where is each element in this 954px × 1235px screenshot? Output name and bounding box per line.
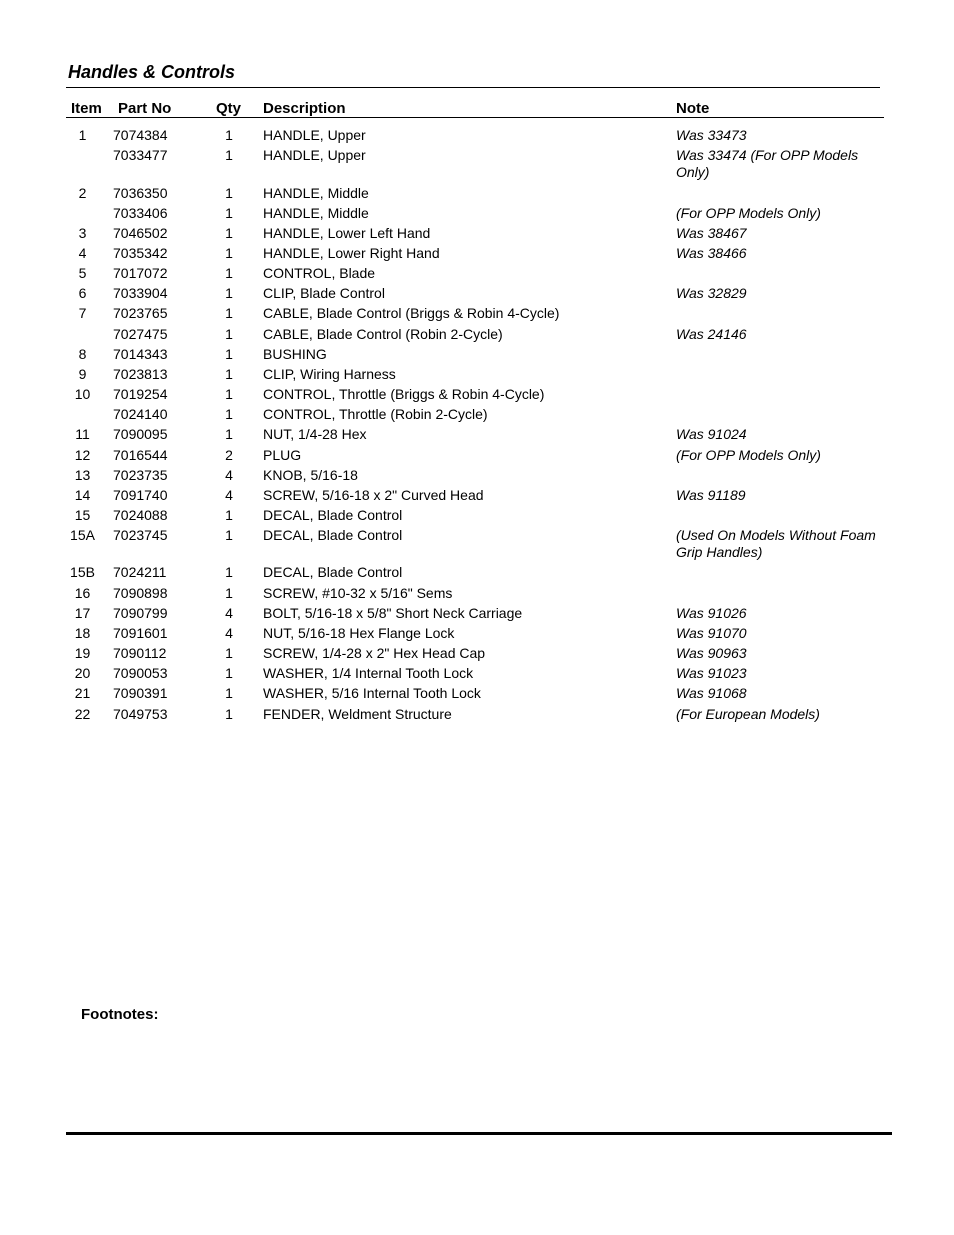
qty-cell: 1 bbox=[225, 564, 233, 580]
qty-cell: 1 bbox=[225, 706, 233, 722]
footnotes-label: Footnotes: bbox=[81, 1006, 159, 1023]
qty-cell: 4 bbox=[225, 625, 233, 641]
qty-cell: 1 bbox=[225, 205, 233, 221]
item-cell: 8 bbox=[78, 346, 87, 362]
table-row bbox=[0, 585, 954, 605]
part-no-cell: 7014343 bbox=[113, 346, 168, 362]
description-cell: DECAL, Blade Control bbox=[263, 564, 403, 580]
part-no-cell: 7091601 bbox=[113, 625, 168, 641]
table-row bbox=[0, 386, 954, 406]
qty-cell: 1 bbox=[225, 366, 233, 382]
qty-cell: 1 bbox=[225, 326, 233, 342]
qty-cell: 1 bbox=[225, 685, 233, 701]
item-cell: 15B bbox=[70, 564, 95, 580]
description-cell: HANDLE, Upper bbox=[263, 147, 366, 163]
part-no-cell: 7024211 bbox=[113, 564, 167, 580]
note-cell: Was 91024 bbox=[676, 426, 747, 442]
qty-cell: 1 bbox=[225, 527, 233, 543]
description-cell: CONTROL, Throttle (Robin 2-Cycle) bbox=[263, 406, 488, 422]
description-cell: CLIP, Wiring Harness bbox=[263, 366, 396, 382]
table-row bbox=[0, 185, 954, 205]
part-no-cell: 7090053 bbox=[113, 665, 168, 681]
table-row bbox=[0, 205, 954, 225]
qty-cell: 1 bbox=[225, 147, 233, 163]
header-qty: Qty bbox=[216, 100, 242, 117]
bottom-rule bbox=[66, 1132, 892, 1135]
description-cell: HANDLE, Upper bbox=[263, 127, 366, 143]
part-no-cell: 7090898 bbox=[113, 585, 168, 601]
part-no-cell: 7090799 bbox=[113, 605, 168, 621]
item-cell: 13 bbox=[74, 467, 91, 483]
description-cell: HANDLE, Lower Right Hand bbox=[263, 245, 440, 261]
item-cell: 17 bbox=[74, 605, 91, 621]
header-rule bbox=[66, 117, 884, 118]
qty-cell: 1 bbox=[225, 665, 233, 681]
part-no-cell: 7090095 bbox=[113, 426, 168, 442]
description-cell: DECAL, Blade Control bbox=[263, 507, 403, 523]
note-cell: Was 32829 bbox=[676, 285, 747, 301]
description-cell: CABLE, Blade Control (Robin 2-Cycle) bbox=[263, 326, 503, 342]
note-cell: Was 91023 bbox=[676, 665, 747, 681]
item-cell: 16 bbox=[74, 585, 91, 601]
part-no-cell: 7091740 bbox=[113, 487, 168, 503]
note-cell: Was 38467 bbox=[676, 225, 747, 241]
qty-cell: 1 bbox=[225, 426, 233, 442]
description-cell: BUSHING bbox=[263, 346, 327, 362]
item-cell: 14 bbox=[74, 487, 91, 503]
table-row bbox=[0, 225, 954, 245]
qty-cell: 1 bbox=[225, 645, 233, 661]
description-cell: NUT, 1/4-28 Hex bbox=[263, 426, 367, 442]
item-cell: 10 bbox=[74, 386, 91, 402]
description-cell: WASHER, 1/4 Internal Tooth Lock bbox=[263, 665, 474, 681]
qty-cell: 4 bbox=[225, 467, 233, 483]
description-cell: HANDLE, Middle bbox=[263, 185, 369, 201]
qty-cell: 1 bbox=[225, 507, 233, 523]
item-cell: 9 bbox=[78, 366, 87, 382]
part-no-cell: 7019254 bbox=[113, 386, 168, 402]
qty-cell: 2 bbox=[225, 447, 233, 463]
table-row bbox=[0, 447, 954, 467]
note-cell: Was 90963 bbox=[676, 645, 747, 661]
qty-cell: 4 bbox=[225, 605, 233, 621]
qty-cell: 1 bbox=[225, 185, 233, 201]
item-cell: 7 bbox=[78, 305, 87, 321]
note-cell: Was 91189 bbox=[676, 487, 746, 503]
description-cell: NUT, 5/16-18 Hex Flange Lock bbox=[263, 625, 455, 641]
table-row bbox=[0, 147, 954, 185]
part-no-cell: 7017072 bbox=[113, 265, 168, 281]
note-cell: Was 38466 bbox=[676, 245, 747, 261]
note-cell: Was 24146 bbox=[676, 326, 747, 342]
note-cell: (For European Models) bbox=[676, 706, 820, 722]
description-cell: HANDLE, Lower Left Hand bbox=[263, 225, 431, 241]
item-cell: 21 bbox=[74, 685, 91, 701]
qty-cell: 1 bbox=[225, 225, 233, 241]
description-cell: HANDLE, Middle bbox=[263, 205, 369, 221]
header-item: Item bbox=[71, 100, 102, 117]
table-row bbox=[0, 507, 954, 527]
item-cell: 4 bbox=[78, 245, 87, 261]
qty-cell: 1 bbox=[225, 406, 233, 422]
qty-cell: 4 bbox=[225, 487, 233, 503]
table-row bbox=[0, 346, 954, 366]
description-cell: CONTROL, Throttle (Briggs & Robin 4-Cycle) bbox=[263, 386, 545, 402]
qty-cell: 1 bbox=[225, 346, 233, 362]
table-row bbox=[0, 406, 954, 426]
description-cell: SCREW, #10-32 x 5/16" Sems bbox=[263, 585, 453, 601]
part-no-cell: 7027475 bbox=[113, 326, 168, 342]
note-cell: Was 91026 bbox=[676, 605, 747, 621]
part-no-cell: 7036350 bbox=[113, 185, 168, 201]
item-cell: 1 bbox=[78, 127, 87, 143]
item-cell: 2 bbox=[78, 185, 87, 201]
part-no-cell: 7033477 bbox=[113, 147, 168, 163]
page-title: Handles & Controls bbox=[68, 62, 236, 82]
item-cell: 15 bbox=[74, 507, 91, 523]
part-no-cell: 7090112 bbox=[113, 645, 167, 661]
description-cell: FENDER, Weldment Structure bbox=[263, 706, 452, 722]
part-no-cell: 7023745 bbox=[113, 527, 168, 543]
qty-cell: 1 bbox=[225, 245, 233, 261]
description-cell: CLIP, Blade Control bbox=[263, 285, 385, 301]
header-description: Description bbox=[263, 100, 346, 117]
part-no-cell: 7049753 bbox=[113, 706, 168, 722]
table-row bbox=[0, 625, 954, 645]
table-row bbox=[0, 467, 954, 487]
table-row bbox=[0, 285, 954, 305]
item-cell: 15A bbox=[70, 527, 95, 543]
description-cell: SCREW, 1/4-28 x 2" Hex Head Cap bbox=[263, 645, 486, 661]
description-cell: DECAL, Blade Control bbox=[263, 527, 403, 543]
table-row bbox=[0, 487, 954, 507]
qty-cell: 1 bbox=[225, 305, 233, 321]
table-row bbox=[0, 305, 954, 326]
note-cell: (Used On Models Without Foam Grip Handles) bbox=[676, 527, 876, 560]
item-cell: 11 bbox=[75, 426, 90, 442]
title-rule bbox=[66, 87, 880, 88]
parts-table bbox=[0, 127, 954, 726]
item-cell: 3 bbox=[78, 225, 87, 241]
part-no-cell: 7033406 bbox=[113, 205, 168, 221]
table-row bbox=[0, 127, 954, 147]
part-no-cell: 7074384 bbox=[113, 127, 168, 143]
table-row bbox=[0, 605, 954, 625]
description-cell: SCREW, 5/16-18 x 2" Curved Head bbox=[263, 487, 484, 503]
part-no-cell: 7023813 bbox=[113, 366, 168, 382]
note-cell: Was 91068 bbox=[676, 685, 747, 701]
part-no-cell: 7024140 bbox=[113, 406, 168, 422]
part-no-cell: 7023765 bbox=[113, 305, 168, 321]
item-cell: 5 bbox=[78, 265, 87, 281]
description-cell: CABLE, Blade Control (Briggs & Robin 4-Cycle) bbox=[263, 305, 560, 321]
note-cell: Was 33474 (For OPP Models Only) bbox=[676, 147, 859, 180]
part-no-cell: 7023735 bbox=[113, 467, 168, 483]
note-cell: (For OPP Models Only) bbox=[676, 205, 821, 221]
part-no-cell: 7024088 bbox=[113, 507, 168, 523]
qty-cell: 1 bbox=[225, 386, 233, 402]
header-part-no: Part No bbox=[118, 100, 172, 117]
table-row bbox=[0, 706, 954, 726]
part-no-cell: 7016544 bbox=[113, 447, 168, 463]
item-cell: 19 bbox=[74, 645, 91, 661]
qty-cell: 1 bbox=[225, 265, 233, 281]
note-cell: (For OPP Models Only) bbox=[676, 447, 821, 463]
part-no-cell: 7090391 bbox=[113, 685, 168, 701]
table-row bbox=[0, 245, 954, 265]
table-row bbox=[0, 564, 954, 585]
table-row bbox=[0, 645, 954, 665]
header-note: Note bbox=[676, 100, 710, 117]
item-cell: 20 bbox=[74, 665, 91, 681]
item-cell: 18 bbox=[74, 625, 91, 641]
qty-cell: 1 bbox=[225, 127, 233, 143]
note-cell: Was 91070 bbox=[676, 625, 747, 641]
description-cell: WASHER, 5/16 Internal Tooth Lock bbox=[263, 685, 481, 701]
description-cell: BOLT, 5/16-18 x 5/8" Short Neck Carriage bbox=[263, 605, 523, 621]
table-row bbox=[0, 665, 954, 685]
part-no-cell: 7035342 bbox=[113, 245, 168, 261]
qty-cell: 1 bbox=[225, 285, 233, 301]
table-row bbox=[0, 685, 954, 706]
part-no-cell: 7033904 bbox=[113, 285, 168, 301]
note-cell: Was 33473 bbox=[676, 127, 747, 143]
table-row bbox=[0, 326, 954, 346]
part-no-cell: 7046502 bbox=[113, 225, 168, 241]
table-row bbox=[0, 366, 954, 386]
table-row bbox=[0, 426, 954, 447]
description-cell: PLUG bbox=[263, 447, 302, 463]
table-row bbox=[0, 527, 954, 564]
qty-cell: 1 bbox=[225, 585, 233, 601]
table-row bbox=[0, 265, 954, 285]
item-cell: 22 bbox=[74, 706, 91, 722]
description-cell: CONTROL, Blade bbox=[263, 265, 376, 281]
item-cell: 12 bbox=[74, 447, 91, 463]
item-cell: 6 bbox=[78, 285, 87, 301]
description-cell: KNOB, 5/16-18 bbox=[263, 467, 358, 483]
